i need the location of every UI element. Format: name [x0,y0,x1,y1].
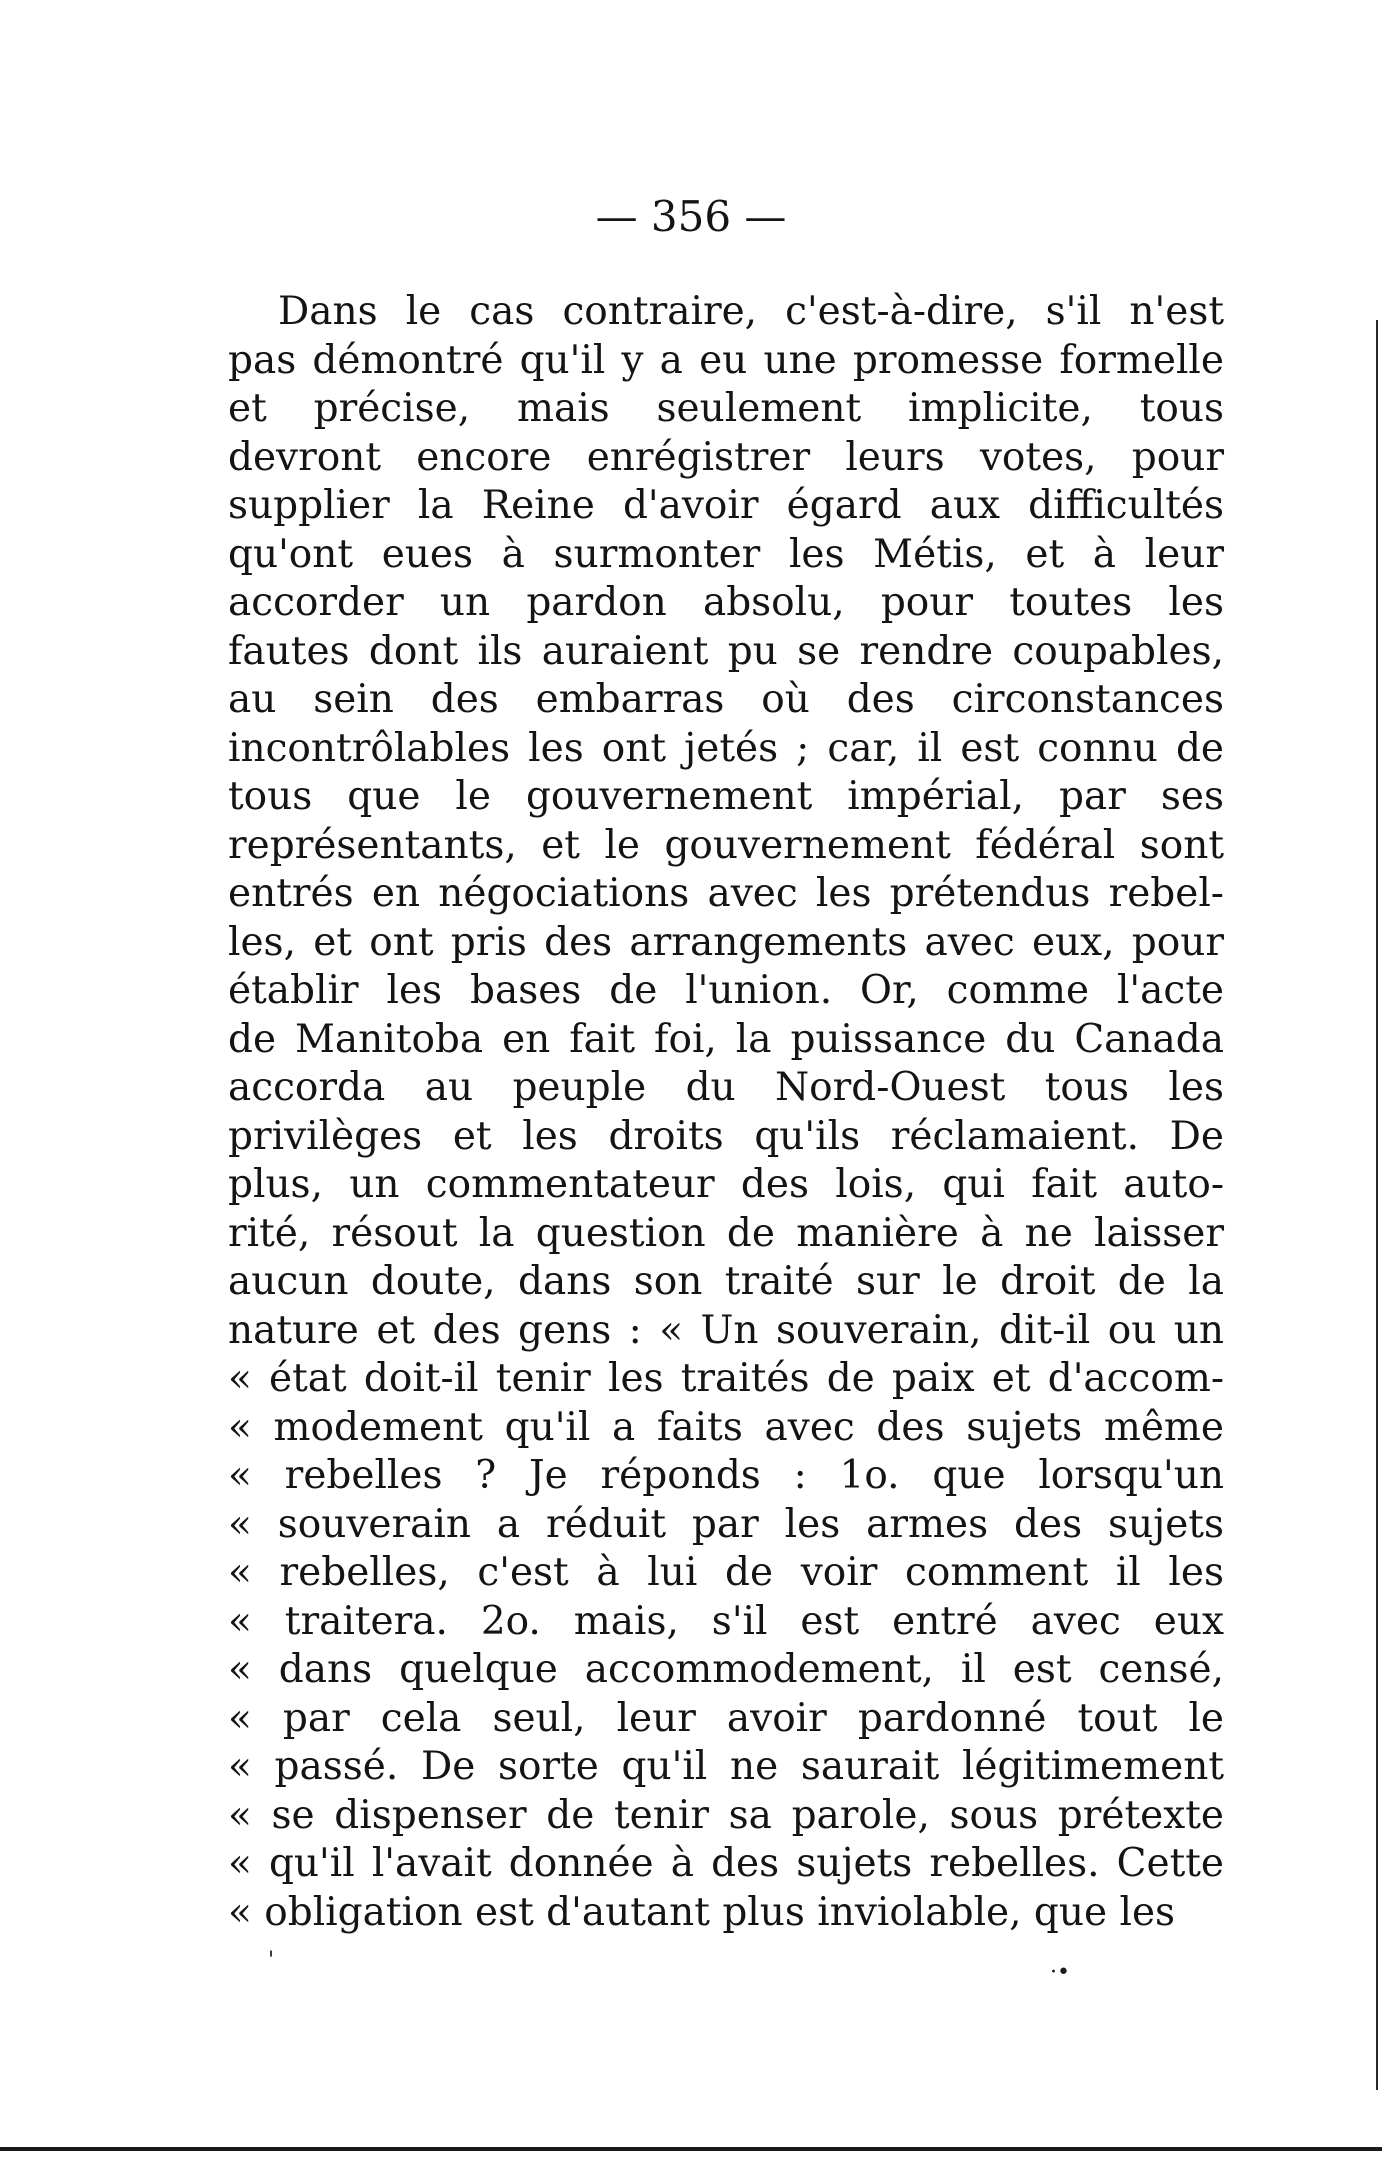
text-line: « dans quelque accommodement, il est censé, [228,1647,1224,1692]
page-number: — 356 — [595,192,787,241]
text-line: « qu'il l'avait donnée à des sujets rebelles. Cette [228,1841,1224,1886]
text-line: fautes dont ils auraient pu se rendre coupables, [228,628,1224,674]
text-line: privilèges et les droits qu'ils réclamaient. De [228,1113,1224,1159]
ink-speck: ' [268,1948,275,1973]
text-line: supplier la Reine d'avoir égard aux difficultés [228,483,1224,528]
text-line: accorda au peuple du Nord-Ouest tous les [228,1065,1224,1110]
text-line: plus, un commentateur des lois, qui fait auto- [228,1162,1224,1207]
text-line: établir les bases de l'union. Or, comme l'acte [228,968,1224,1013]
text-line: « par cela seul, leur avoir pardonné tout le [228,1695,1224,1741]
text-line: « obligation est d'autant plus inviolable, que les [228,1889,1176,1935]
text-line: tous que le gouvernement impérial, par ses [228,774,1224,819]
text-line: « rebelles, c'est à lui de voir comment il les [228,1550,1224,1595]
text-line: entrés en négociations avec les prétendus rebel- [228,871,1224,916]
text-line: aucun doute, dans son traité sur le droit de la [228,1259,1224,1304]
text-line: Dans le cas contraire, c'est-à-dire, s'il n'est [278,289,1224,334]
text-line: les, et ont pris des arrangements avec eux, pour [228,919,1224,965]
text-line: devront encore enrégistrer leurs votes, pour [228,434,1224,480]
text-line: représentants, et le gouvernement fédéral sont [228,822,1224,868]
text-line: qu'ont eues à surmonter les Métis, et à leur [228,531,1224,577]
text-line: de Manitoba en fait foi, la puissance du Canada [228,1016,1224,1062]
text-line: nature et des gens : « Un souverain, dit-il ou un [228,1307,1224,1353]
text-line: et précise, mais seulement implicite, tous [228,386,1224,431]
text-line: « rebelles ? Je réponds : 1o. que lorsqu'un [228,1453,1224,1498]
text-line: incontrôlables les ont jetés ; car, il est connu de [228,725,1224,771]
body-text [228,288,1224,1937]
text-line: au sein des embarras où des circonstances [228,677,1224,722]
text-line: « modement qu'il a faits avec des sujets même [228,1404,1224,1450]
page-bottom-line [0,2147,1382,2151]
ink-speck: ·• [1050,1960,1070,1985]
text-line: « se dispenser de tenir sa parole, sous prétexte [228,1792,1224,1838]
text-line: « état doit-il tenir les traités de paix et d'accom- [228,1356,1224,1401]
text-line: « traitera. 2o. mais, s'il est entré avec eux [228,1598,1224,1644]
text-line: rité, résout la question de manière à ne laisser [228,1210,1224,1256]
page-edge-line [1376,320,1378,2090]
text-line: « passé. De sorte qu'il ne saurait légitimement [228,1744,1224,1789]
text-line: pas démontré qu'il y a eu une promesse formelle [228,337,1224,383]
text-line: accorder un pardon absolu, pour toutes les [228,580,1224,625]
text-line: « souverain a réduit par les armes des sujets [228,1501,1224,1547]
